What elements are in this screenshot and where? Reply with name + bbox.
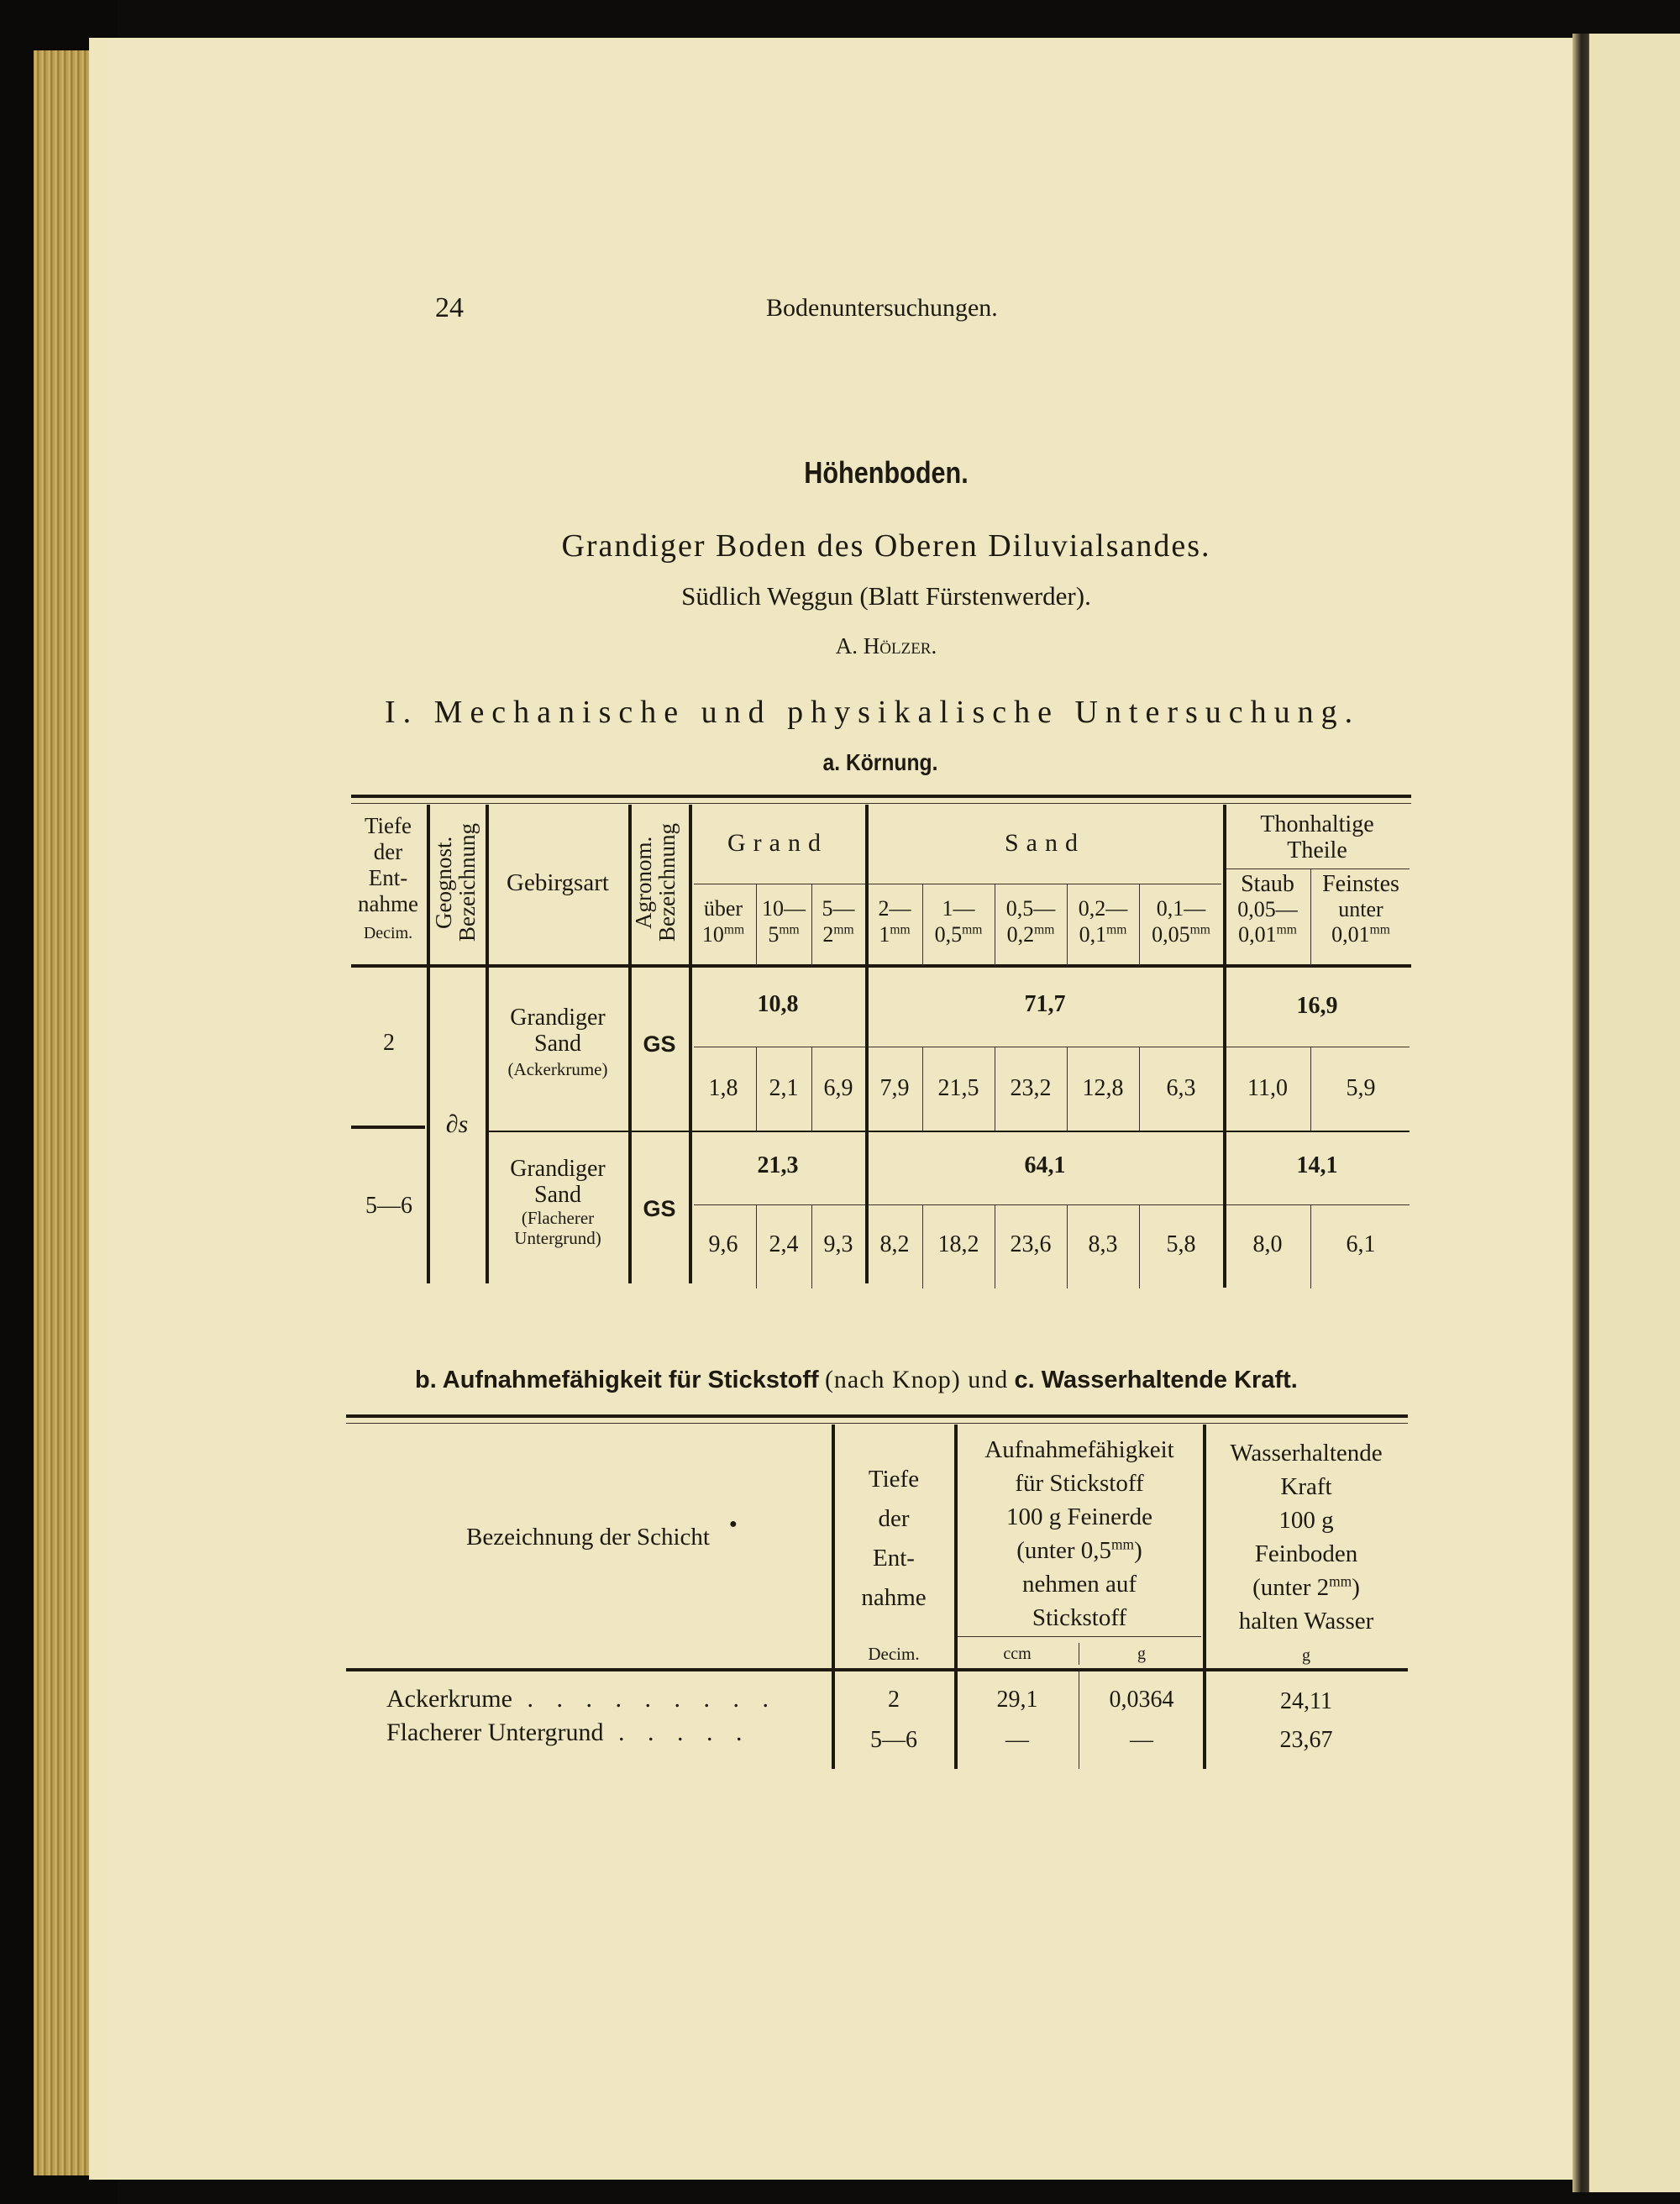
header-thon: Thonhaltige Theile bbox=[1260, 811, 1374, 863]
row2-v6: 23,6 bbox=[1010, 1231, 1052, 1257]
dot-mark: ● bbox=[729, 1517, 738, 1531]
header-sand-col-5: 0,1— $0,05^{mm}$ bbox=[1152, 896, 1210, 947]
row-b1-g: 0,0364 bbox=[1109, 1687, 1174, 1713]
row2-v9: 8,0 bbox=[1252, 1231, 1283, 1257]
header-aufnahme-g: g bbox=[1137, 1645, 1146, 1663]
header-staub: Staub 0,05— $0,01^{mm}$ bbox=[1237, 871, 1298, 947]
page-title: Höhenboden. bbox=[804, 455, 969, 490]
row1-v2: 2,1 bbox=[769, 1075, 799, 1101]
geognost-value: ∂s bbox=[445, 1110, 469, 1138]
header-sand-col-3: 0,5— $0,2^{mm}$ bbox=[1005, 896, 1056, 947]
header-grand-col-2: 10— $5^{mm}$ bbox=[762, 896, 806, 947]
row2-v1: 9,6 bbox=[708, 1231, 738, 1257]
header-wasser: Wasserhaltende Kraft 100 g Feinboden (unter $2^{mm}$) halten Wasser bbox=[1230, 1440, 1383, 1635]
row2-sand-total: 64,1 bbox=[1024, 1152, 1066, 1178]
book-page bbox=[108, 38, 1576, 2180]
heading-mid: (nach Knop) und bbox=[824, 1366, 1009, 1393]
row1-v10: 5,9 bbox=[1346, 1075, 1376, 1101]
row1-v4: 7,9 bbox=[879, 1075, 910, 1101]
row2-grand-total: 21,3 bbox=[757, 1152, 799, 1178]
running-head: Bodenuntersuchungen. bbox=[766, 294, 998, 322]
section-heading: I. Mechanische und physikalische Untersuchung. bbox=[385, 695, 1361, 730]
header-aufnahme-ccm: ccm bbox=[1003, 1645, 1032, 1663]
header-schicht: Bezeichnung der Schicht bbox=[466, 1524, 710, 1551]
row1-v9: 11,0 bbox=[1247, 1075, 1288, 1101]
row2-v10: 6,1 bbox=[1346, 1231, 1376, 1257]
header-sand-col-4: 0,2— $0,1^{mm}$ bbox=[1078, 896, 1128, 947]
header-grand: Grand bbox=[727, 829, 828, 857]
row1-v7: 12,8 bbox=[1082, 1075, 1124, 1101]
row2-v8: 5,8 bbox=[1166, 1231, 1196, 1257]
header-wasser-unit: g bbox=[1302, 1646, 1310, 1665]
row1-tiefe: 2 bbox=[383, 1030, 395, 1056]
row2-agronom: GS bbox=[643, 1196, 676, 1221]
header-sand: Sand bbox=[1005, 829, 1085, 857]
header-grand-col-1: über $10^{mm}$ bbox=[701, 896, 745, 947]
row-b1-schicht: Ackerkrume . . . . . . . . . bbox=[386, 1685, 777, 1713]
header-gebirgsart: Gebirgsart bbox=[507, 869, 609, 896]
row-b2-g: — bbox=[1130, 1727, 1153, 1753]
header-tiefe-b: Tiefe der Ent- nahme bbox=[861, 1466, 927, 1611]
header-feinstes: Feinstes unter $0,01^{mm}$ bbox=[1322, 871, 1399, 947]
header-aufnahme: Aufnahmefähigkeit für Stickstoff 100 g Feinerde (unter $0,5^{mm}$) nehmen auf Stickstoff bbox=[984, 1436, 1174, 1631]
row1-v8: 6,3 bbox=[1166, 1075, 1196, 1101]
row1-v6: 23,2 bbox=[1010, 1075, 1052, 1101]
row2-v4: 8,2 bbox=[879, 1231, 910, 1257]
row2-v3: 9,3 bbox=[823, 1231, 853, 1257]
header-geognost: Geognost. Bezeichnung bbox=[431, 823, 480, 942]
row1-v3: 6,9 bbox=[823, 1075, 853, 1101]
heading-c: c. Wasserhaltende Kraft. bbox=[1014, 1367, 1298, 1393]
row-b2-schicht: Flacherer Untergrund . . . . . bbox=[386, 1719, 751, 1746]
row2-v7: 8,3 bbox=[1088, 1231, 1118, 1257]
row-b2-ccm: — bbox=[1005, 1727, 1029, 1753]
heading-b: b. Aufnahmefähigkeit für Stickstoff bbox=[415, 1367, 819, 1393]
facing-page-edge bbox=[1589, 34, 1680, 2192]
header-sand-col-1: 2— $1^{mm}$ bbox=[878, 896, 911, 947]
row1-grand-total: 10,8 bbox=[757, 991, 799, 1017]
row-b1-tiefe: 2 bbox=[888, 1687, 900, 1713]
page-number: 24 bbox=[435, 292, 464, 323]
header-tiefe-b-unit: Decim. bbox=[868, 1644, 920, 1664]
page-edge-inner bbox=[89, 38, 108, 2180]
row1-agronom: GS bbox=[643, 1031, 676, 1057]
row-b2-tiefe: 5—6 bbox=[870, 1727, 917, 1753]
section-bc-heading bbox=[415, 1366, 1298, 1394]
header-agronom: Agronom. Bezeichnung bbox=[631, 823, 680, 942]
header-sand-col-2: 1— $0,5^{mm}$ bbox=[934, 896, 983, 947]
row1-thon-total: 16,9 bbox=[1296, 993, 1338, 1019]
row1-gebirgsart: Grandiger Sand (Ackerkrume) bbox=[507, 1005, 608, 1079]
row-b1-ccm: 29,1 bbox=[996, 1687, 1038, 1713]
row2-thon-total: 14,1 bbox=[1296, 1152, 1338, 1178]
section-subheading: a. Körnung. bbox=[822, 749, 938, 775]
header-grand-col-3: 5— $2^{mm}$ bbox=[822, 896, 855, 947]
row2-tiefe: 5—6 bbox=[365, 1193, 412, 1219]
row1-sand-total: 71,7 bbox=[1024, 991, 1066, 1017]
location: Südlich Weggun (Blatt Fürstenwerder). bbox=[681, 581, 1091, 611]
row2-gebirgsart: Grandiger Sand (Flacherer Untergrund) bbox=[510, 1156, 606, 1248]
header-tiefe: Tiefe der Ent- nahme Decim. bbox=[358, 813, 418, 942]
row2-v5: 18,2 bbox=[937, 1231, 979, 1257]
row-b2-wasser: 23,67 bbox=[1279, 1727, 1333, 1753]
row-b1-wasser: 24,11 bbox=[1280, 1688, 1332, 1714]
row2-v2: 2,4 bbox=[769, 1231, 799, 1257]
row1-v5: 21,5 bbox=[937, 1075, 979, 1101]
author: A. Hölzer. bbox=[835, 633, 937, 659]
subtitle: Grandiger Boden des Oberen Diluvialsandes. bbox=[561, 528, 1211, 564]
row1-v1: 1,8 bbox=[708, 1075, 738, 1101]
